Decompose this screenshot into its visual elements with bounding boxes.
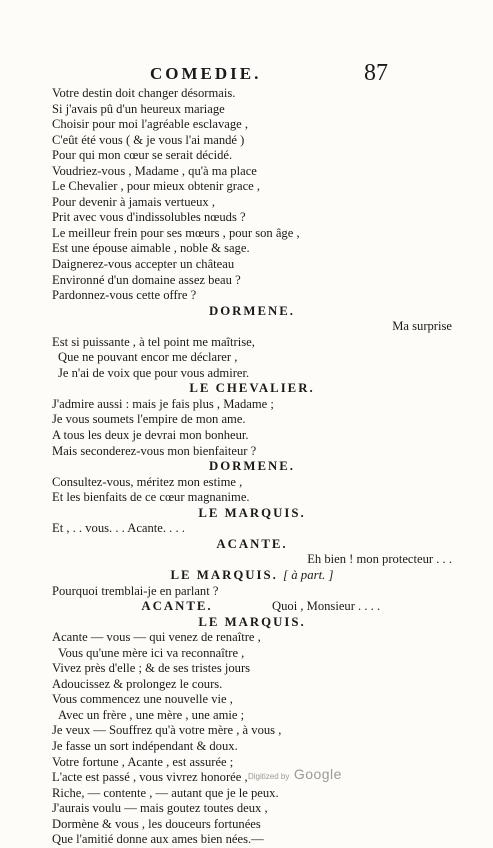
verse-line: A tous les deux je devrai mon bonheur.: [52, 428, 249, 443]
verse-line: Vous qu'une mère ici va reconnaître ,: [58, 645, 245, 660]
verse-line: Daignerez-vous accepter un château: [52, 257, 235, 272]
stage-direction: [ à part. ]: [283, 567, 334, 582]
verse-line: Pour qui mon cœur se serait décidé.: [52, 148, 233, 163]
verse-line: Acante — vous — qui venez de renaître ,: [52, 630, 261, 645]
verse-line: Dormène & vous , les douceurs fortunées: [52, 816, 261, 831]
speaker-name: LE MARQUIS.: [170, 567, 278, 582]
verse-line: Je fasse un sort indépendant & doux.: [52, 738, 238, 753]
verse-line: Votre destin doit changer désormais.: [52, 86, 236, 100]
google-logo: Google: [293, 766, 342, 782]
digitization-watermark: [248, 766, 342, 784]
speaker-with-line: [52, 599, 452, 615]
verse-line: Consultez-vous, méritez mon estime ,: [52, 474, 243, 489]
verse-line: Voudriez-vous , Madame , qu'à ma place: [52, 163, 257, 178]
verse-line: Avec un frère , une mère , une amie ;: [58, 707, 245, 722]
verse-line: Et , . . vous. . . Acante. . . .: [52, 521, 185, 536]
verse-line-continued: Eh bien ! mon protecteur . . .: [307, 552, 452, 567]
speaker-name: DORMENE.: [208, 459, 296, 474]
verse-line: Et les bienfaits de ce cœur magnanime.: [52, 490, 250, 505]
verse-line: Pourquoi tremblai-je en parlant ?: [52, 583, 219, 598]
verse-line: L'acte est passé , vous vivrez honorée ,: [52, 770, 248, 785]
verse-line: Adoucissez & prolongez le cours.: [52, 676, 223, 691]
speaker-name: LE MARQUIS.: [198, 505, 306, 520]
verse-line: Pour devenir à jamais vertueux ,: [52, 194, 215, 209]
play-text: [52, 86, 452, 848]
verse-line: Est une épouse aimable , noble & sage.: [52, 241, 250, 256]
speaker-name: DORMENE.: [208, 303, 296, 318]
verse-line: Environné d'un domaine assez beau ?: [52, 272, 241, 287]
verse-line: J'admire aussi : mais je fais plus , Madame ;: [52, 396, 274, 411]
verse-line: Que l'amitié donne aux ames bien nées.—: [52, 832, 264, 847]
speaker-name: ACANTE.: [141, 599, 213, 614]
verse-line: Choisir pour moi l'agréable esclavage ,: [52, 117, 249, 132]
verse-line: Votre fortune , Acante , est assurée ;: [52, 754, 234, 769]
speaker-with-direction: [52, 568, 452, 584]
verse-line: Pardonnez-vous cette offre ?: [52, 288, 197, 303]
verse-line: Riche, — contente , — autant que je le peux.: [52, 785, 279, 800]
verse-line-continued: Ma surprise: [392, 319, 452, 334]
verse-line: Vivez près d'elle ; & de ses tristes jours: [52, 661, 251, 676]
running-title: COMEDIE.: [150, 64, 262, 83]
verse-line: Le meilleur frein pour ses mœurs , pour son âge ,: [52, 225, 300, 240]
running-header: [0, 62, 493, 88]
verse-line: Prit avec vous d'indissolubles nœuds ?: [52, 210, 246, 225]
watermark-prefix: Digitized by: [248, 772, 290, 781]
verse-line: Mais seconderez-vous mon bienfaiteur ?: [52, 443, 257, 458]
verse-line: Le Chevalier , pour mieux obtenir grace ,: [52, 179, 261, 194]
speaker-name: LE MARQUIS.: [198, 614, 306, 629]
verse-line: Je vous soumets l'empire de mon ame.: [52, 412, 246, 427]
verse-line: Je veux — Souffrez qu'à votre mère , à vous ,: [52, 723, 282, 738]
verse-line: Je n'ai de voix que pour vous admirer.: [58, 365, 250, 380]
verse-line-continued: Quoi , Monsieur . . . .: [272, 599, 381, 614]
speaker-name: LE CHEVALIER.: [189, 381, 315, 396]
verse-line: J'aurais voulu — mais goutez toutes deux ,: [52, 801, 268, 816]
verse-line: Vous commencez une nouvelle vie ,: [52, 692, 233, 707]
page-number: 87: [364, 60, 388, 86]
verse-line: C'eût été vous ( & je vous l'ai mandé ): [52, 132, 245, 147]
speaker-name: ACANTE.: [216, 536, 288, 551]
verse-line: Que ne pouvant encor me déclarer ,: [58, 350, 238, 365]
verse-line: Est si puissante , à tel point me maîtrise,: [52, 334, 255, 349]
verse-line: Si j'avais pû d'un heureux mariage: [52, 101, 225, 116]
